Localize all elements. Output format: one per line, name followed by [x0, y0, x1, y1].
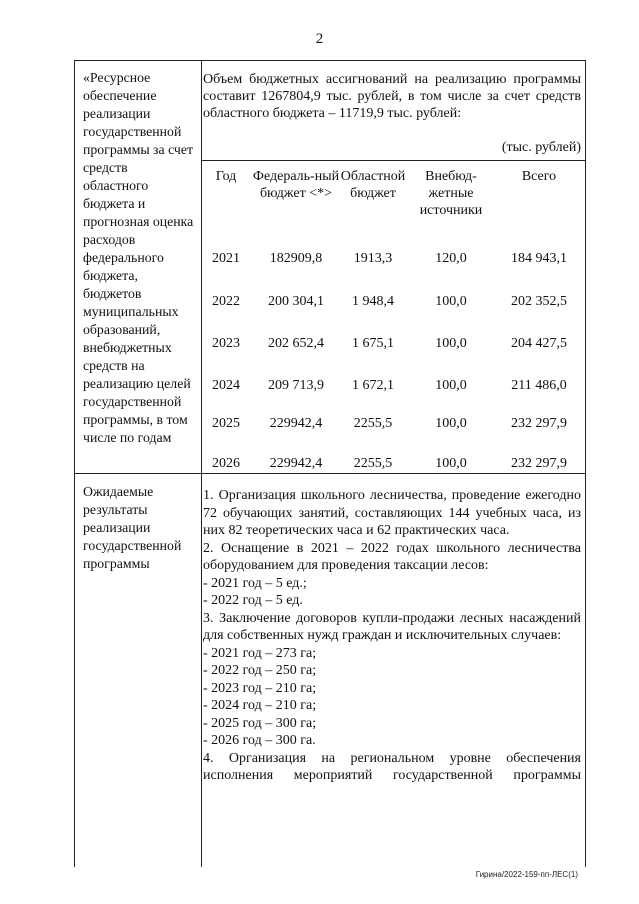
- header-federal: Федераль-ный бюджет <*>: [252, 169, 340, 201]
- cell-year: 2023: [212, 336, 240, 351]
- cell-regional: 2255,5: [353, 416, 393, 431]
- cell-year: 2024: [212, 378, 240, 393]
- result-item: - 2021 год – 5 ед.;: [203, 575, 307, 591]
- cell-total: 211 486,0: [511, 378, 567, 393]
- cell-extra: 120,0: [435, 251, 467, 266]
- cell-extra: 100,0: [435, 456, 467, 471]
- cell-year: 2025: [212, 416, 240, 431]
- cell-year: 2026: [212, 456, 240, 471]
- cell-regional: 1 672,1: [352, 378, 394, 393]
- cell-regional: 1 948,4: [352, 294, 394, 309]
- result-item: - 2026 год – 300 га.: [203, 733, 316, 748]
- result-item: - 2022 год – 5 ед.: [203, 593, 303, 608]
- budget-intro-text: Объем бюджетных ассигнований на реализацию программы составит 1267804,9 тыс. рублей, в том числе за счет средств областного бюджета – 11719,9 тыс. рублей:: [203, 72, 581, 121]
- cell-extra: 100,0: [435, 416, 467, 431]
- result-item: - 2022 год – 250 га;: [203, 663, 317, 678]
- header-divider: [201, 160, 585, 161]
- cell-federal: 209 713,9: [268, 378, 324, 393]
- section-label-resources: «Ресурсное обеспечение реализации государственной программы за счет средств областного бюджета и прогнозная оценка расходов федерального бюджета, бюджетов муниципальных образований, внебюджетных средств на реализацию целей государственной программы, в том числе по годам: [83, 70, 194, 445]
- cell-total: 232 297,9: [511, 416, 567, 431]
- cell-total: 204 427,5: [511, 336, 567, 351]
- cell-federal: 202 652,4: [268, 336, 324, 351]
- page-number: 2: [315, 31, 324, 47]
- result-item: 1. Организация школьного лесничества, проведение ежегодно 72 обучающих занятий, составляющих 144 учебных часа, из них 82 теоретических часа и 62 практических часа.: [203, 488, 581, 538]
- cell-year: 2021: [212, 251, 240, 266]
- cell-total: 232 297,9: [511, 456, 567, 471]
- result-item: - 2024 год – 210 га;: [203, 698, 317, 713]
- cell-extra: 100,0: [435, 378, 467, 393]
- document-code: Гирина/2022-159-пп-ЛЕС(1): [475, 870, 578, 879]
- resource-table: [74, 60, 586, 867]
- header-year: Год: [215, 169, 237, 184]
- result-item: 2. Оснащение в 2021 – 2022 годах школьного лесничества оборудованием для проведения таксации лесов:: [203, 540, 581, 573]
- cell-regional: 1913,3: [353, 251, 393, 266]
- row-divider: [75, 473, 585, 474]
- results-list: [203, 487, 581, 785]
- cell-regional: 1 675,1: [352, 336, 394, 351]
- result-item: 3. Заключение договоров купли-продажи лесных насаждений для собственных нужд граждан и исключительных случаев:: [203, 610, 581, 643]
- cell-regional: 2255,5: [353, 456, 393, 471]
- cell-total: 202 352,5: [511, 294, 567, 309]
- cell-federal: 229942,4: [269, 456, 323, 471]
- header-extra: Внебюд-жетные источники: [419, 169, 483, 218]
- section-label-results: Ожидаемые результаты реализации государственной программы: [83, 484, 182, 571]
- cell-total: 184 943,1: [511, 251, 567, 266]
- header-total: Всего: [521, 169, 557, 184]
- result-item: 4. Организация на региональном уровне обеспечения исполнения мероприятий государственной программы: [203, 750, 581, 783]
- cell-federal: 229942,4: [269, 416, 323, 431]
- cell-federal: 200 304,1: [268, 294, 324, 309]
- header-regional: Областной бюджет: [340, 169, 406, 201]
- result-item: - 2023 год – 210 га;: [203, 680, 317, 696]
- result-item: - 2025 год – 300 га;: [203, 715, 317, 731]
- cell-year: 2022: [212, 294, 240, 309]
- cell-extra: 100,0: [435, 294, 467, 309]
- unit-label: (тыс. рублей): [501, 140, 581, 155]
- cell-federal: 182909,8: [269, 251, 323, 266]
- result-item: - 2021 год – 273 га;: [203, 645, 317, 661]
- cell-extra: 100,0: [435, 336, 467, 351]
- column-divider: [201, 61, 202, 867]
